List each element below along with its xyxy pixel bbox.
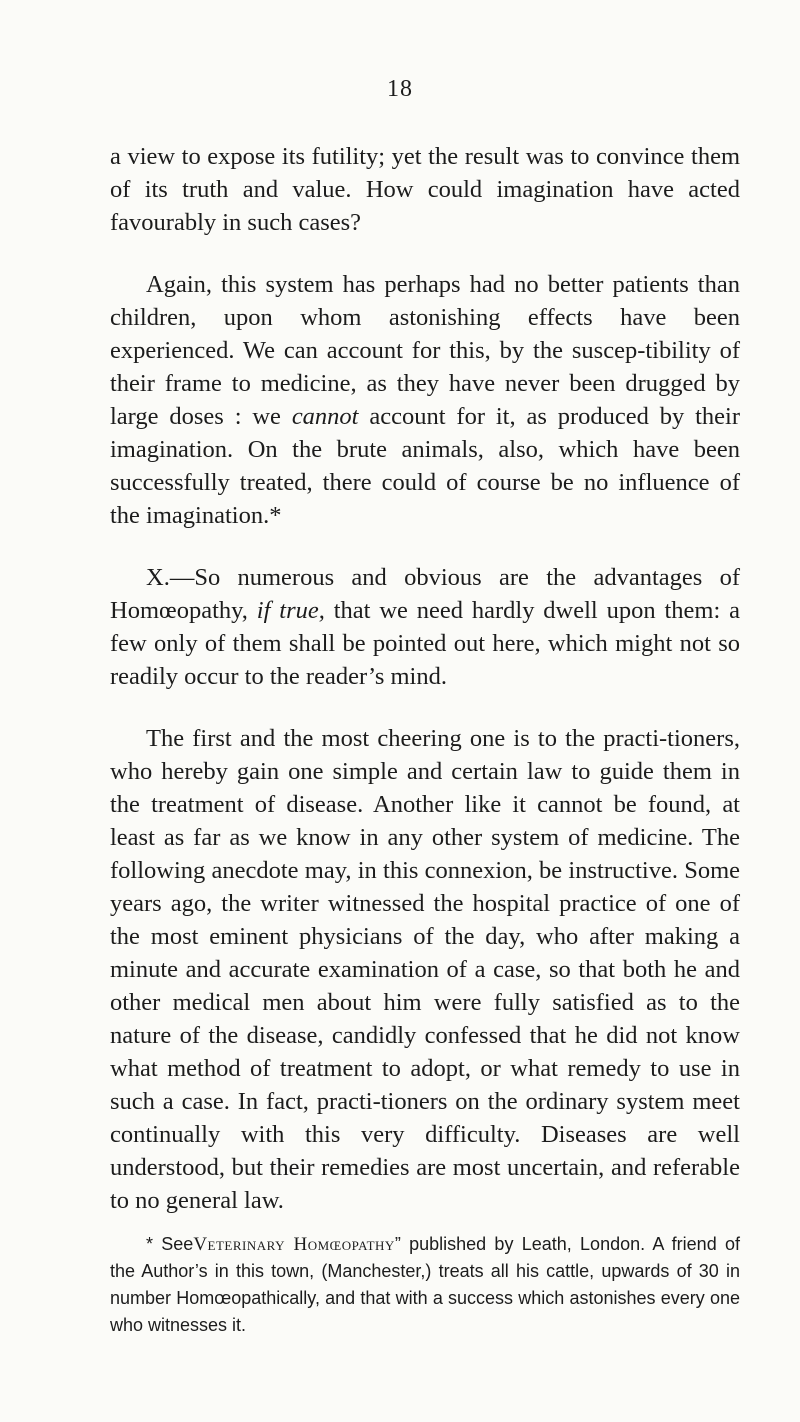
paragraph-4-text: The first and the most cheering one is to the practi-tioners, who hereby gain one simple and certain law to guide them in the treatment of disease. Another like it cannot be found, at least as far as we know in any other system of medicine. The following anecdote may, in this connexion, be instructive. Some years ago, the writer witnessed the hospital practice of one of the most eminent physicians of the day, who after making a minute and accurate examination of a case, so that both he and other medical men about him were fully satisfied as to the nature of the disease, candidly confessed that he did not know what method of treatment to adopt, or what remedy to use in such a case. In fact, practi-tioners on the ordinary system meet continually with this very difficulty. Diseases are well understood, but their remedies are most uncertain, and referable to no general law. [110, 725, 740, 1214]
footnote-title: Veterinary Homœopathy [193, 1234, 395, 1255]
page-number: 18 [387, 76, 413, 102]
paragraph-2-text-b: account for it, as produced by their imagination. On the brute animals, also, which have been successfully treated, there could of course be no influence of the imagination.* [110, 403, 741, 529]
footnote [110, 1231, 740, 1339]
paragraph-3-text-b: that we need hardly dwell upon them: a few only of them shall be pointed out here, which might not so readily occur to the reader’s mind. [110, 597, 740, 690]
paragraph-2-emphasis: cannot [291, 403, 359, 430]
paragraph-3-emphasis: if true, [256, 597, 325, 624]
paragraph-section-x [110, 561, 740, 693]
footnote-marker: * See [146, 1234, 194, 1254]
paragraph-1-text: a view to expose its futility; yet the result was to convince them of its truth and value. How could imagination have acted favourably in such cases? [110, 143, 740, 236]
paragraph-2-text-a: Again, this system has perhaps had no better patients than children, upon whom astonishing effects have been experienced. We can account for this, by the suscep-tibility of their frame to medicine, as they have never been drugged by large doses : we [110, 271, 740, 430]
paragraph-children-animals [110, 268, 740, 532]
body-text [110, 140, 740, 1368]
paragraph-continuation [110, 140, 740, 239]
paragraph-practitioners [110, 722, 740, 1217]
paragraph-3-text-a: X.—So numerous and obvious are the advantages of Homœopathy, [110, 564, 740, 624]
footnote-text: ” published by Leath, London. A friend of the Author’s in this town, (Manchester,) treats all his cattle, upwards of 30 in number Homœopathically, and that with a success which astonishes every one who witnesses it. [110, 1234, 740, 1335]
